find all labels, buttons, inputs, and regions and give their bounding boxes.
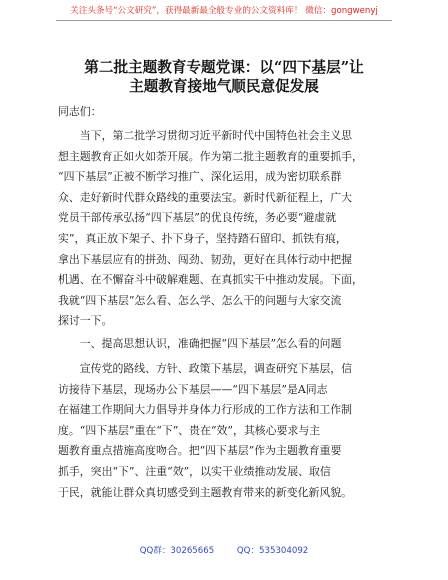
paragraph-line: 抓手，突出“下”、注重“效”，以实干业绩推动发展、取信 (58, 464, 331, 478)
paragraph-line: 当下，第二批学习贯彻习近平新时代中国特色社会主义思 (58, 129, 353, 142)
title-line-2: 主题教育接地气顺民意促发展 (129, 78, 319, 95)
paragraph-line: 实”，真正放下架子、扑下身子，坚持踏石留印、抓铁有痕， (58, 231, 347, 245)
paragraph-line: 探讨一下。 (58, 314, 113, 328)
header-divider (56, 20, 392, 21)
paragraph-2 (58, 359, 392, 503)
top-banner: 关注头条号“公文研究”，获得最新最全般专业的公文资料库！ 微信：gongwenyj (70, 6, 378, 16)
paragraph-line: 于民，就能让群众真切感受到主题教育带来的新变化新风貌。 (58, 485, 353, 499)
paragraph-line: 我就“四下基层”怎么看、怎么学、怎么干的问题与大家交流 (58, 293, 342, 307)
paragraph-line: 访接待下基层，现场办公下基层——“四下基层”是A同志 (58, 382, 328, 396)
footer-qq-group: QQ群：30265665 (139, 546, 215, 556)
paragraph-1 (58, 126, 392, 332)
salutation: 同志们： (58, 105, 102, 118)
footer-qq: QQ：535304092 (236, 546, 309, 556)
document-title (40, 58, 408, 96)
paragraph-line: 党员干部传承弘扬“四下基层”的优良传统，务必要“避虚就 (58, 211, 337, 225)
paragraph-line: 想主题教育正如火如荼开展。作为第二批主题教育的重要抓手， (58, 149, 363, 163)
paragraph-line: 题教育重点措施高度吻合。把“四下基层”作为主题教育重要 (58, 444, 342, 458)
paragraph-line: 机遇、在不懈奋斗中破解难题、在真抓实干中推动发展。下面， (58, 273, 363, 287)
section-heading-text: 一、提高思想认识，准确把握“四下基层”怎么看的问题 (58, 337, 342, 350)
paragraph-line: 拿出下基层应有的拼劲、闯劲、韧劲，更好在具体行动中把握 (58, 252, 353, 266)
paragraph-line: 众、走好新时代群众路线的重要法宝。新时代新征程上，广大 (58, 190, 353, 204)
footer-contact (0, 544, 448, 556)
paragraph-line: 宣传党的路线、方针、政策下基层，调查研究下基层，信 (58, 362, 353, 375)
paragraph-line: 在福建工作期间大力倡导并身体力行形成的工作方法和工作制 (58, 403, 353, 417)
section-heading-1 (58, 334, 392, 355)
paragraph-line: “四下基层”正被不断学习推广、深化运用，成为密切联系群 (58, 170, 342, 184)
paragraph-line: 度。“四下基层”重在“下”、贵在“效”，其核心要求与主 (58, 423, 321, 437)
title-line-1: 第二批主题教育专题党课：以“四下基层”让 (84, 59, 364, 76)
